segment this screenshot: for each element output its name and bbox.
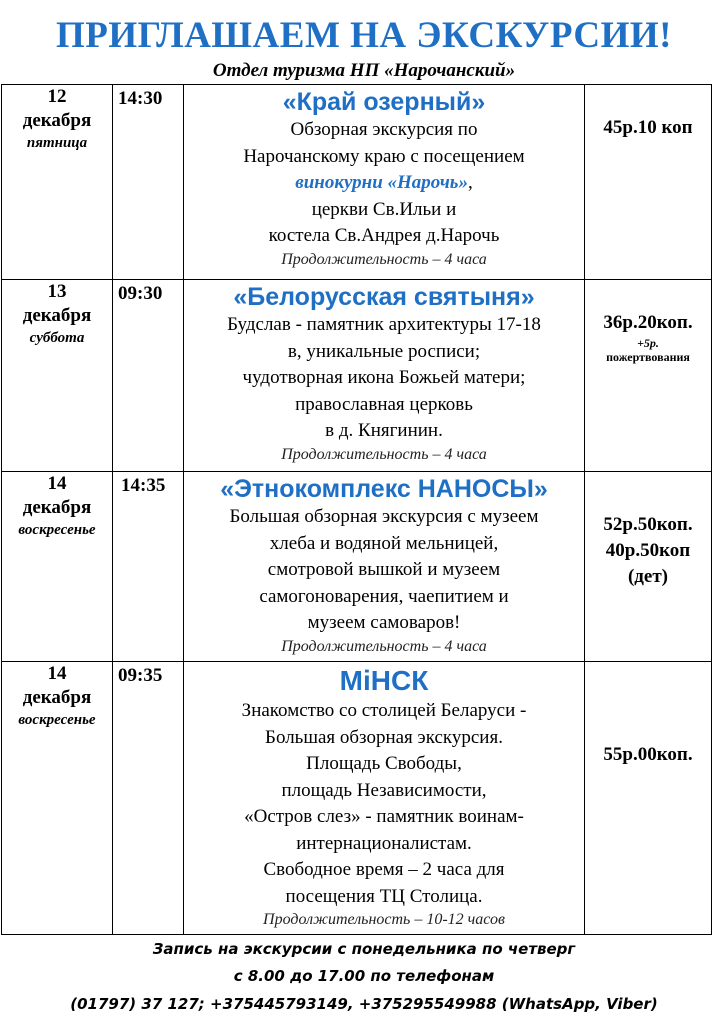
tour-row xyxy=(2,662,712,935)
description-cell xyxy=(184,85,585,280)
tour-title: «Край озерный» xyxy=(282,88,486,116)
desc-line: Площадь Свободы, xyxy=(306,753,462,774)
tours-table xyxy=(1,84,712,935)
date-cell xyxy=(2,280,113,472)
page-title: ПРИГЛАШАЕМ НА ЭКСКУРСИИ! xyxy=(56,15,672,56)
desc-line: Обзорная экскурсия по xyxy=(290,119,478,140)
tour-price: 52р.50коп. xyxy=(603,514,693,535)
footer-schedule: Запись на экскурсии с понедельника по четверг xyxy=(152,940,576,958)
date-weekday: суббота xyxy=(29,330,85,346)
price-cell xyxy=(585,85,712,280)
tour-price: 55р.00коп. xyxy=(603,744,693,765)
tour-row xyxy=(2,280,712,472)
date-weekday: пятница xyxy=(26,135,88,151)
tour-duration: Продолжительность – 4 часа xyxy=(281,445,487,463)
desc-line: костела Св.Андрея д.Нарочь xyxy=(268,225,500,246)
desc-line: православная церковь xyxy=(295,393,473,415)
date-weekday: воскресенье xyxy=(18,522,96,538)
tour-row xyxy=(2,85,712,280)
tour-time: 14:30 xyxy=(118,88,163,109)
date-day: 12 xyxy=(47,86,67,107)
tour-price-child-label: (дет) xyxy=(627,566,669,587)
tour-time: 09:30 xyxy=(118,283,163,304)
desc-line: в д. Княгинин. xyxy=(325,420,443,441)
desc-line: Нарочанскому краю с посещением xyxy=(243,145,525,167)
desc-highlight-suffix: , xyxy=(467,172,473,193)
price-note: +5р. xyxy=(637,336,659,350)
desc-line: интернационалистам. xyxy=(296,832,472,854)
desc-line: Свободное время – 2 часа для xyxy=(263,859,505,880)
tour-duration: Продолжительность – 10-12 часов xyxy=(263,911,505,928)
date-month: декабря xyxy=(22,497,92,518)
desc-line: Знакомство со столицей Беларуси - xyxy=(241,700,527,721)
desc-line: чудотворная икона Божьей матери; xyxy=(242,367,526,388)
date-month: декабря xyxy=(22,305,92,326)
desc-highlight-line xyxy=(184,170,584,197)
footer-hours: с 8.00 до 17.00 по телефонам xyxy=(233,967,495,985)
desc-highlight: винокурни «Нарочь» xyxy=(295,172,468,193)
desc-line: смотровой вышкой и музеем xyxy=(267,559,501,580)
description-cell xyxy=(184,662,585,935)
date-cell xyxy=(2,85,113,280)
desc-line: «Остров слез» - памятник воинам- xyxy=(244,806,524,827)
price-note: пожертвования xyxy=(606,350,690,364)
time-cell xyxy=(113,662,184,935)
date-day: 14 xyxy=(47,473,67,494)
tour-price-child: 40р.50коп xyxy=(605,540,691,561)
desc-line: самогоноварения, чаепитием и xyxy=(259,585,509,607)
tour-price: 45р.10 коп xyxy=(603,117,693,138)
desc-line: в, уникальные росписи; xyxy=(287,340,481,362)
tour-duration: Продолжительность – 4 часа xyxy=(281,637,487,655)
date-cell xyxy=(2,472,113,662)
description-cell xyxy=(184,280,585,472)
tour-time: 09:35 xyxy=(118,665,163,686)
desc-line: Большая обзорная экскурсия. xyxy=(265,726,503,748)
time-cell xyxy=(113,280,184,472)
date-weekday: воскресенье xyxy=(18,712,96,728)
tour-title: МіНСК xyxy=(339,665,429,696)
price-cell xyxy=(585,472,712,662)
price-cell xyxy=(585,662,712,935)
price-cell xyxy=(585,280,712,472)
desc-line: церкви Св.Ильи и xyxy=(311,198,457,220)
description-cell xyxy=(184,472,585,662)
tour-price: 36р.20коп. xyxy=(603,312,693,333)
time-cell xyxy=(113,85,184,280)
date-day: 13 xyxy=(47,281,67,302)
tour-title: «Этнокомплекс НАНОСЫ» xyxy=(220,475,548,503)
desc-line: Большая обзорная экскурсия с музеем xyxy=(229,506,539,527)
organizer-subtitle: Отдел туризма НП «Нарочанский» xyxy=(212,60,516,81)
tour-time: 14:35 xyxy=(121,475,166,496)
tour-duration: Продолжительность – 4 часа xyxy=(281,250,487,268)
date-day: 14 xyxy=(47,663,67,684)
tour-row xyxy=(2,472,712,662)
desc-line: посещения ТЦ Столица. xyxy=(285,885,483,907)
time-cell xyxy=(113,472,184,662)
desc-line: музеем самоваров! xyxy=(307,612,461,633)
date-month: декабря xyxy=(22,687,92,708)
desc-line: хлеба и водяной мельницей, xyxy=(269,532,499,554)
tour-title: «Белорусская святыня» xyxy=(233,283,535,311)
desc-line: Будслав - памятник архитектуры 17-18 xyxy=(227,314,541,335)
footer-phones: (01797) 37 127; +375445793149, +375295549988 (WhatsApp, Viber) xyxy=(70,995,658,1013)
desc-line: площадь Независимости, xyxy=(281,779,487,801)
date-cell xyxy=(2,662,113,935)
date-month: декабря xyxy=(22,110,92,131)
